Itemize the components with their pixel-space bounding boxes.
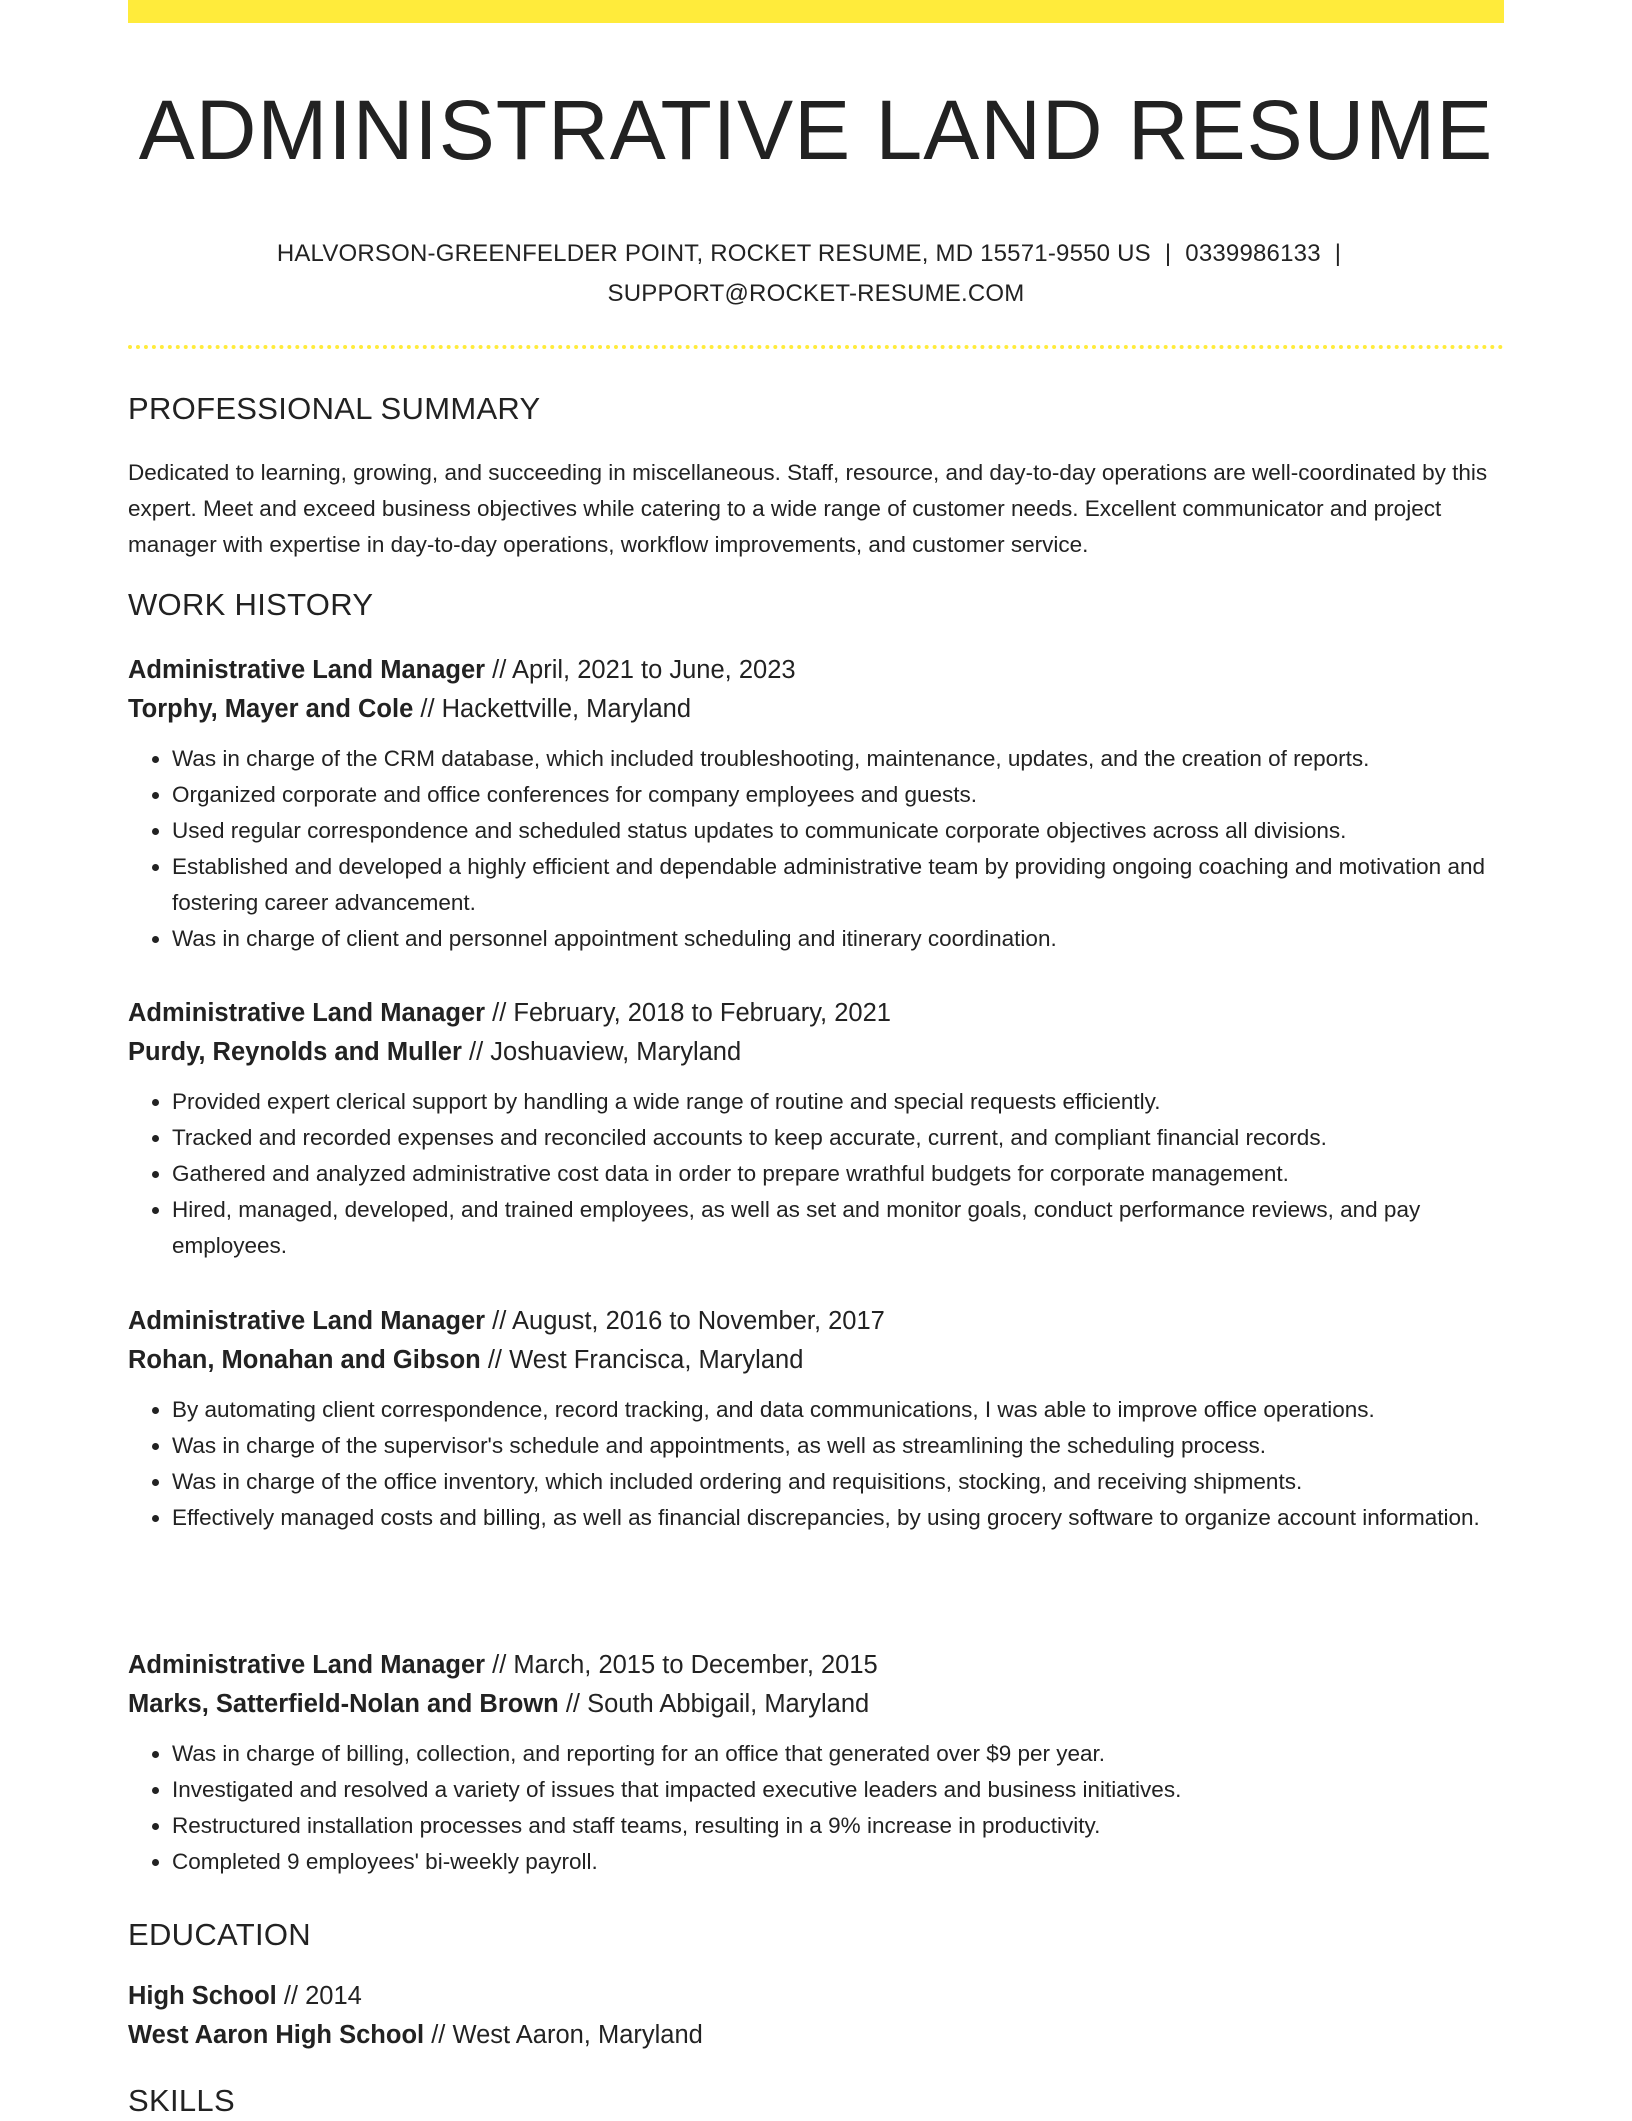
education-degree-line xyxy=(128,1977,1504,2016)
job-entry xyxy=(128,1302,1504,1536)
job-bullet: • Was in charge of billing, collection, and reporting for an office that generated over $9 per year. xyxy=(172,1736,1504,1772)
job-bullet: • Was in charge of the office inventory, which included ordering and requisitions, stocking, and receiving shipments. xyxy=(172,1464,1504,1500)
job-title: Administrative Land Manager xyxy=(128,1651,486,1679)
contact-info xyxy=(208,234,1424,314)
accent-top-bar xyxy=(128,0,1504,23)
job-bullet: • Provided expert clerical support by handling a wide range of routine and special requests efficiently. xyxy=(172,1084,1504,1120)
job-entry xyxy=(128,651,1504,957)
job-bullet: • Was in charge of client and personnel appointment scheduling and itinerary coordination. xyxy=(172,921,1504,957)
job-title-line xyxy=(128,1646,1504,1685)
job-bullets xyxy=(128,1392,1504,1536)
summary-heading: PROFESSIONAL SUMMARY xyxy=(128,391,541,426)
job-entry xyxy=(128,1646,1504,1880)
job-location: // Hackettville, Maryland xyxy=(420,695,692,723)
job-dates: // April, 2021 to June, 2023 xyxy=(492,656,796,684)
job-dates: // March, 2015 to December, 2015 xyxy=(492,1651,878,1679)
education-location: // West Aaron, Maryland xyxy=(431,2021,703,2049)
job-title: Administrative Land Manager xyxy=(128,656,486,684)
contact-phone: 0339986133 xyxy=(1185,240,1321,267)
job-title-line xyxy=(128,651,1504,690)
job-title-line xyxy=(128,1302,1504,1341)
header-divider xyxy=(128,345,1504,349)
job-dates: // August, 2016 to November, 2017 xyxy=(492,1307,885,1335)
job-location: // Joshuaview, Maryland xyxy=(469,1038,742,1066)
job-bullets xyxy=(128,1736,1504,1880)
job-company: Purdy, Reynolds and Muller xyxy=(128,1038,462,1066)
summary-text: Dedicated to learning, growing, and succeeding in miscellaneous. Staff, resource, and day-to-day operations are well-coordinated by this expert. Meet and exceed business objectives while catering to a wide range of customer needs. Excellent communicator and project manager with expertise in day-to-day operations, workflow improvements, and customer service. xyxy=(128,460,1488,557)
job-company-line xyxy=(128,690,1504,729)
job-bullet: • Tracked and recorded expenses and reconciled accounts to keep accurate, current, and compliant financial records. xyxy=(172,1120,1504,1156)
contact-separator: | xyxy=(1164,240,1172,267)
job-title: Administrative Land Manager xyxy=(128,1307,486,1335)
job-location: // South Abbigail, Maryland xyxy=(565,1690,870,1718)
job-bullet: • Restructured installation processes and staff teams, resulting in a 9% increase in productivity. xyxy=(172,1808,1504,1844)
resume-title: ADMINISTRATIVE LAND RESUME xyxy=(138,83,1494,177)
job-bullet: • Was in charge of the CRM database, which included troubleshooting, maintenance, updates, and the creation of reports. xyxy=(172,741,1504,777)
job-company-line xyxy=(128,1033,1504,1072)
job-entry xyxy=(128,994,1504,1264)
job-bullet: • Used regular correspondence and scheduled status updates to communicate corporate objectives across all divisions. xyxy=(172,813,1504,849)
job-bullet: • By automating client correspondence, record tracking, and data communications, I was able to improve office operations. xyxy=(172,1392,1504,1428)
job-bullet: • Completed 9 employees' bi-weekly payroll. xyxy=(172,1844,1504,1880)
job-company: Marks, Satterfield-Nolan and Brown xyxy=(128,1690,559,1718)
contact-separator: | xyxy=(1334,240,1342,267)
job-company: Torphy, Mayer and Cole xyxy=(128,695,414,723)
job-bullet: • Hired, managed, developed, and trained employees, as well as set and monitor goals, conduct performance reviews, and pay employees. xyxy=(172,1192,1504,1264)
job-bullet: • Was in charge of the supervisor's schedule and appointments, as well as streamlining the scheduling process. xyxy=(172,1428,1504,1464)
job-bullet: • Established and developed a highly efficient and dependable administrative team by providing ongoing coaching and motivation and fostering career advancement. xyxy=(172,849,1504,921)
education-degree: High School xyxy=(128,1982,277,2010)
job-company: Rohan, Monahan and Gibson xyxy=(128,1346,481,1374)
job-dates: // February, 2018 to February, 2021 xyxy=(492,999,891,1027)
contact-address: HALVORSON-GREENFELDER POINT, ROCKET RESUME, MD 15571-9550 US xyxy=(276,240,1151,267)
job-bullet: • Gathered and analyzed administrative cost data in order to prepare wrathful budgets for corporate management. xyxy=(172,1156,1504,1192)
job-bullets xyxy=(128,741,1504,957)
education-year: // 2014 xyxy=(283,1982,362,2010)
education-heading: EDUCATION xyxy=(128,1917,311,1952)
job-title-line xyxy=(128,994,1504,1033)
job-bullet: • Effectively managed costs and billing, as well as financial discrepancies, by using grocery software to organize account information. xyxy=(172,1500,1504,1536)
work-history-heading: WORK HISTORY xyxy=(128,587,374,622)
skills-heading: SKILLS xyxy=(128,2083,235,2118)
job-title: Administrative Land Manager xyxy=(128,999,486,1027)
job-company-line xyxy=(128,1685,1504,1724)
job-company-line xyxy=(128,1341,1504,1380)
education-entry xyxy=(128,1977,1504,2055)
contact-email: SUPPORT@ROCKET-RESUME.COM xyxy=(607,280,1025,307)
job-bullet: • Organized corporate and office conferences for company employees and guests. xyxy=(172,777,1504,813)
education-school: West Aaron High School xyxy=(128,2021,425,2049)
education-school-line xyxy=(128,2016,1504,2055)
job-bullet: • Investigated and resolved a variety of issues that impacted executive leaders and business initiatives. xyxy=(172,1772,1504,1808)
job-bullets xyxy=(128,1084,1504,1264)
job-location: // West Francisca, Maryland xyxy=(487,1346,804,1374)
